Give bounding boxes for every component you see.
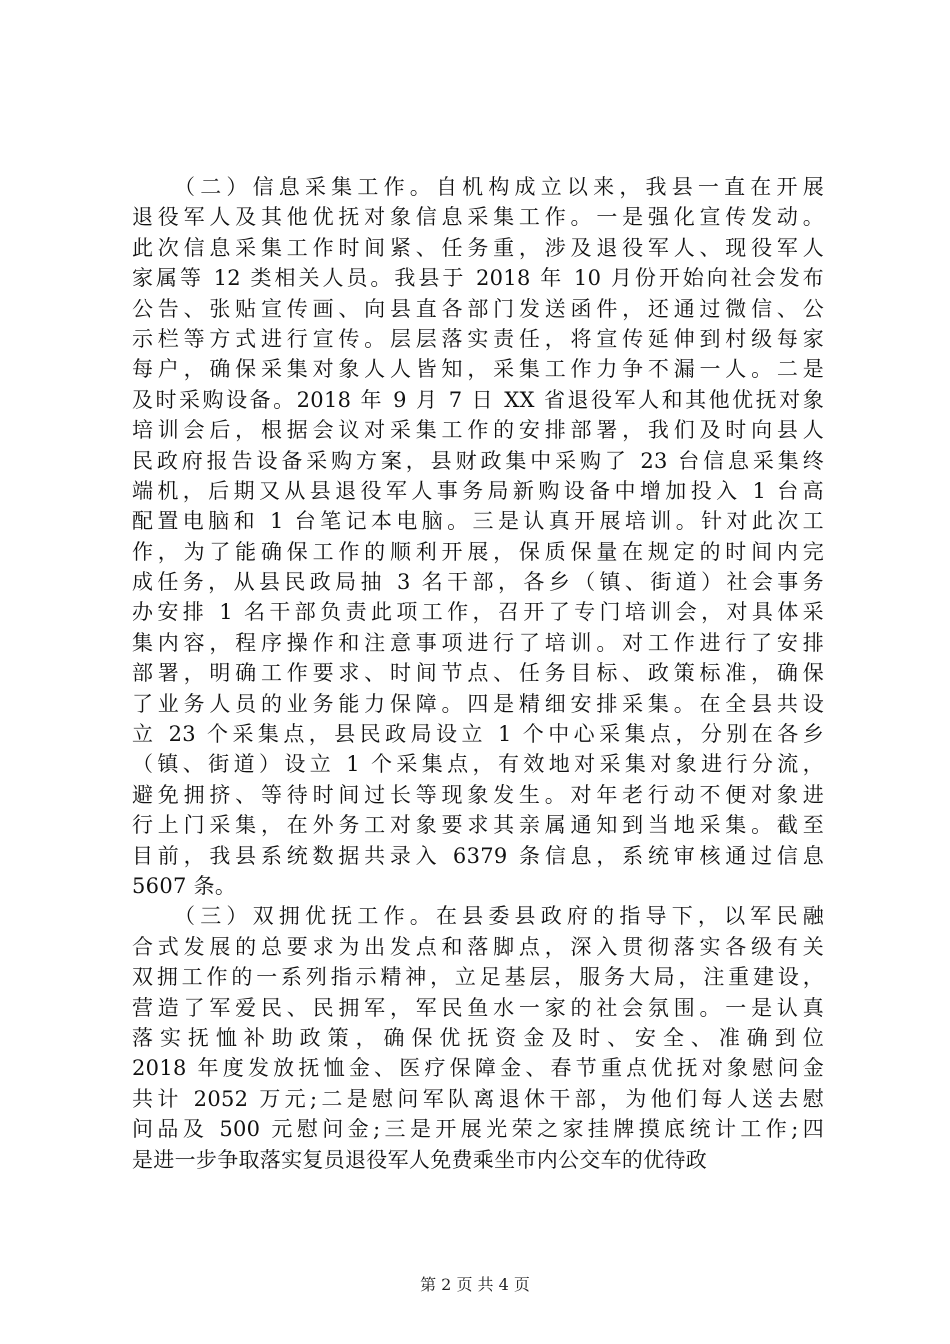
text-line: 避免拥挤、等待时间过长等现象发生。对年老行动不便对象进 (132, 782, 824, 807)
text-line: 5607 条。 (132, 873, 237, 898)
document-body (132, 172, 824, 1175)
text-line: 双拥工作的一系列指示精神，立足基层，服务大局，注重建设， (132, 965, 824, 990)
page-footer: 第 2 页 共 4 页 (420, 1275, 530, 1294)
text-line: 及时采购设备。2018 年 9 月 7 日 XX 省退役军人和其他优抚对象 (132, 387, 824, 412)
text-line: 营造了军爱民、民拥军，军民鱼水一家的社会氛围。一是认真 (132, 995, 824, 1020)
text-line: 问品及 500 元慰问金;三是开展光荣之家挂牌摸底统计工作;四 (132, 1117, 824, 1142)
text-line: 家属等 12 类相关人员。我县于 2018 年 10 月份开始向社会发布 (132, 266, 824, 291)
text-line: 部署，明确工作要求、时间节点、任务目标、政策标准，确保 (132, 661, 824, 686)
text-line: （三）双拥优抚工作。在县委县政府的指导下，以军民融 (174, 904, 824, 929)
text-line: 立 23 个采集点，县民政局设立 1 个中心采集点，分别在各乡 (132, 722, 824, 747)
text-line: 培训会后，根据会议对采集工作的安排部署，我们及时向县人 (132, 418, 824, 443)
text-line: 行上门采集，在外务工对象要求其亲属通知到当地采集。截至 (132, 813, 824, 838)
text-line: 是进一步争取落实复员退役军人免费乘坐市内公交车的优待政 (132, 1147, 708, 1172)
text-line: （镇、街道）设立 1 个采集点，有效地对采集对象进行分流， (132, 752, 824, 777)
text-line: 落实抚恤补助政策，确保优抚资金及时、安全、准确到位 (132, 1025, 824, 1050)
text-line: 办安排 1 名干部负责此项工作，召开了专门培训会，对具体采 (132, 600, 824, 625)
text-line: 共计 2052 万元;二是慰问军队离退休干部，为他们每人送去慰 (132, 1086, 824, 1111)
text-line: 集内容，程序操作和注意事项进行了培训。对工作进行了安排 (132, 630, 824, 655)
text-line: 此次信息采集工作时间紧、任务重，涉及退役军人、现役军人 (132, 235, 824, 260)
text-line: 2018 年度发放抚恤金、医疗保障金、春节重点优抚对象慰问金 (132, 1056, 824, 1081)
text-line: 退役军人及其他优抚对象信息采集工作。一是强化宣传发动。 (132, 205, 824, 230)
text-line: 目前，我县系统数据共录入 6379 条信息，系统审核通过信息 (132, 843, 824, 868)
text-line: 配置电脑和 1 台笔记本电脑。三是认真开展培训。针对此次工 (132, 509, 824, 534)
text-line: 民政府报告设备采购方案，县财政集中采购了 23 台信息采集终 (132, 448, 824, 473)
text-line: 了业务人员的业务能力保障。四是精细安排采集。在全县共设 (132, 691, 824, 716)
text-line: 每户，确保采集对象人人皆知，采集工作力争不漏一人。二是 (132, 357, 824, 382)
paragraph-section-3-dual-support (132, 901, 824, 1175)
text-line: 成任务，从县民政局抽 3 名干部，各乡（镇、街道）社会事务 (132, 570, 824, 595)
text-line: 公告、张贴宣传画、向县直各部门发送函件，还通过微信、公 (132, 296, 824, 321)
text-line: 端机，后期又从县退役军人事务局新购设备中增加投入 1 台高 (132, 478, 824, 503)
text-line: 作，为了能确保工作的顺利开展，保质保量在规定的时间内完 (132, 539, 824, 564)
text-line: （二）信息采集工作。自机构成立以来，我县一直在开展 (174, 175, 824, 199)
text-line: 示栏等方式进行宣传。层层落实责任，将宣传延伸到村级每家 (132, 326, 824, 351)
text-line: 合式发展的总要求为出发点和落脚点，深入贯彻落实各级有关 (132, 934, 824, 959)
paragraph-section-2-info-collection (132, 172, 824, 901)
